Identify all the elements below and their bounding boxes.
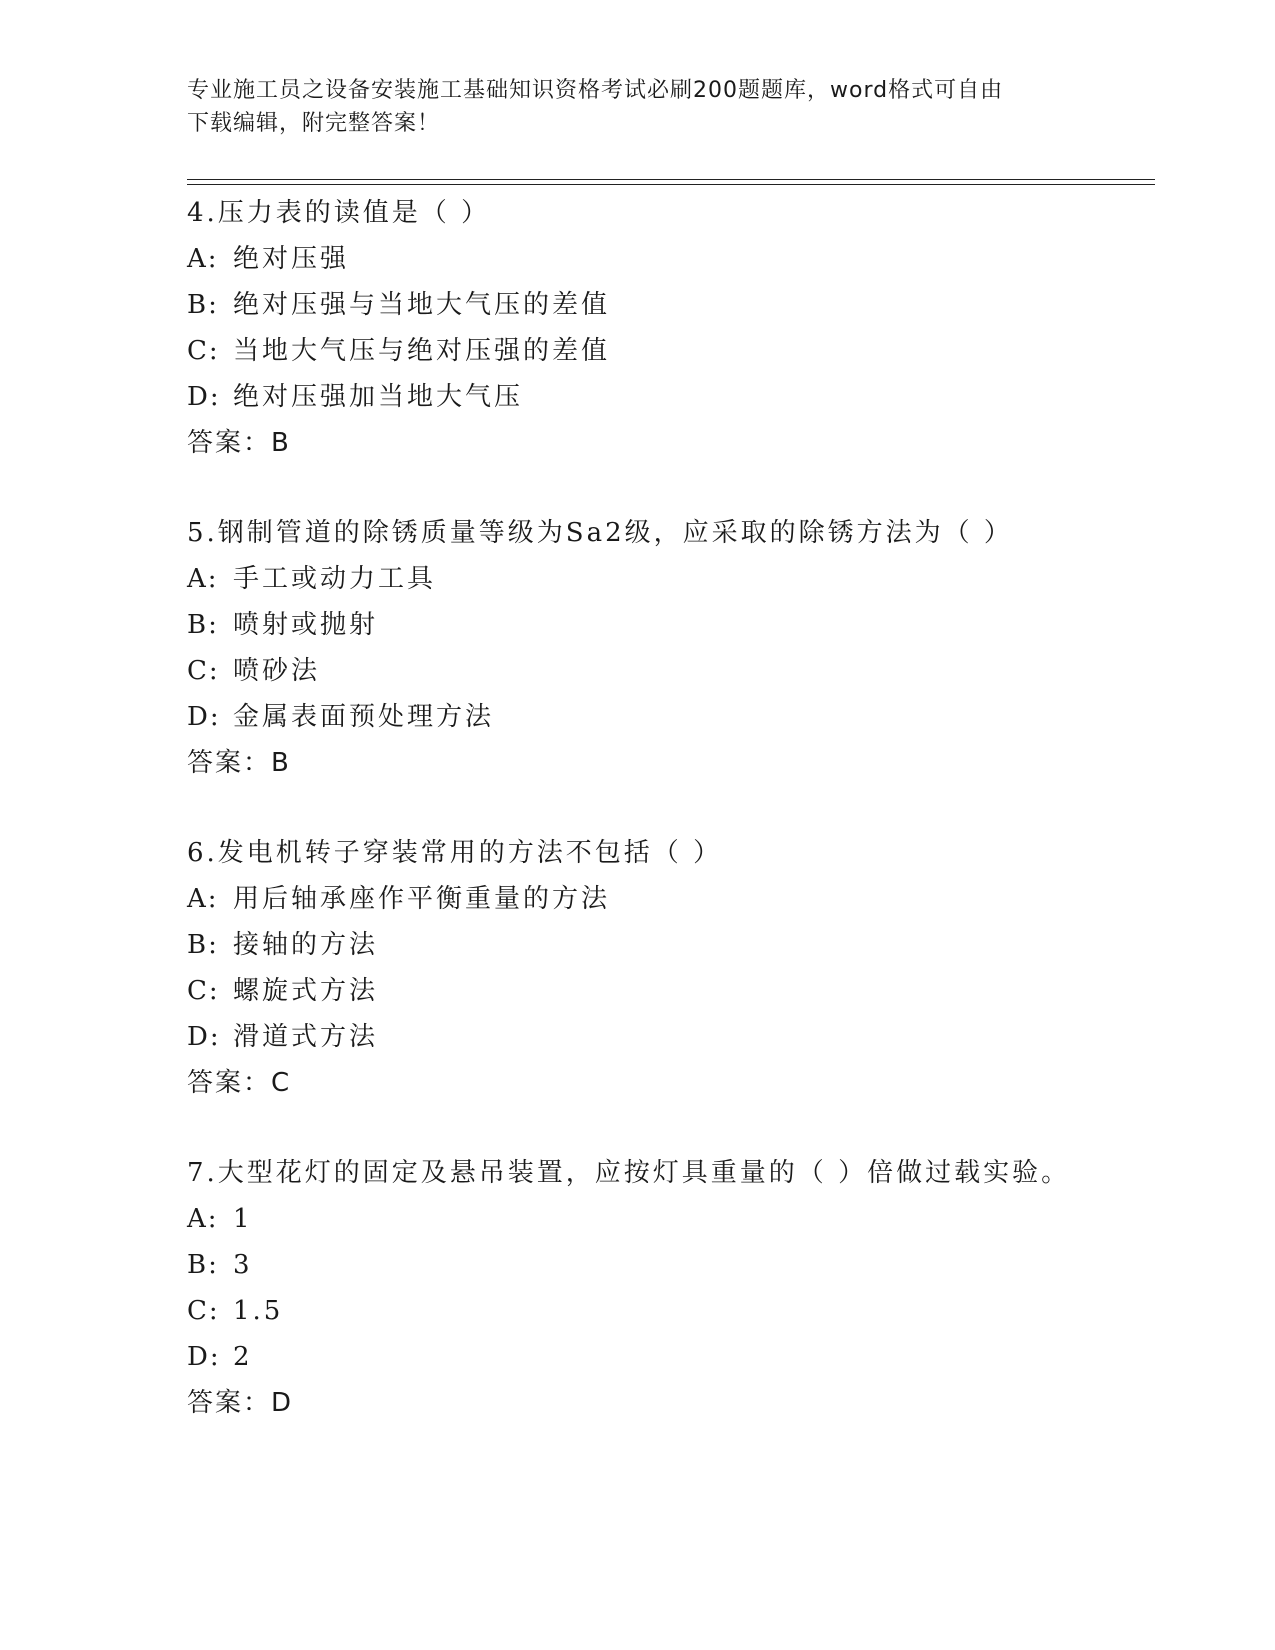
option-text: 2	[233, 1342, 253, 1372]
option-c	[187, 328, 1155, 374]
question-block	[187, 830, 1155, 1150]
option-text: 金属表面预处理方法	[233, 702, 495, 732]
option-label: B:	[187, 1250, 219, 1280]
option-b	[187, 602, 1155, 648]
option-a	[187, 876, 1155, 922]
question-block	[187, 1150, 1155, 1470]
option-text: 喷射或抛射	[233, 610, 379, 640]
option-d	[187, 1014, 1155, 1060]
option-c	[187, 648, 1155, 694]
answer-line: 答案：C	[187, 1068, 292, 1098]
option-text: 3	[233, 1250, 253, 1280]
option-text: 绝对压强加当地大气压	[233, 382, 524, 412]
question-block	[187, 510, 1155, 830]
option-a	[187, 1196, 1155, 1242]
option-d	[187, 1334, 1155, 1380]
option-b	[187, 1242, 1155, 1288]
question-block	[187, 190, 1155, 510]
option-label: A:	[187, 884, 219, 914]
option-b	[187, 282, 1155, 328]
option-label: A:	[187, 244, 219, 274]
option-label: D:	[187, 382, 221, 412]
option-text: 手工或动力工具	[233, 564, 437, 594]
question-stem: 5.钢制管道的除锈质量等级为Sa2级，应采取的除锈方法为（ ）	[187, 518, 1013, 548]
question-stem: 6.发电机转子穿装常用的方法不包括（ ）	[187, 838, 723, 868]
header-line-2: 下载编辑，附完整答案！	[187, 111, 441, 136]
option-c	[187, 1288, 1155, 1334]
option-text: 绝对压强与当地大气压的差值	[233, 290, 611, 320]
question-list	[187, 190, 1155, 1470]
answer-line: 答案：D	[187, 1388, 294, 1418]
option-label: C:	[187, 336, 220, 366]
option-label: A:	[187, 564, 219, 594]
option-text: 接轴的方法	[233, 930, 379, 960]
answer-line: 答案：B	[187, 748, 291, 778]
option-label: B:	[187, 610, 219, 640]
option-label: C:	[187, 656, 220, 686]
header-line-1: 专业施工员之设备安装施工基础知识资格考试必刷200题题库，word格式可自由	[187, 78, 1004, 103]
option-d	[187, 694, 1155, 740]
option-text: 用后轴承座作平衡重量的方法	[233, 884, 611, 914]
question-stem: 4.压力表的读值是（ ）	[187, 198, 491, 228]
option-text: 1	[233, 1204, 253, 1234]
option-label: A:	[187, 1204, 219, 1234]
option-text: 滑道式方法	[233, 1022, 379, 1052]
document-header	[187, 74, 1087, 140]
question-stem: 7.大型花灯的固定及悬吊装置，应按灯具重量的（ ）倍做过载实验。	[187, 1158, 1071, 1188]
option-label: C:	[187, 976, 220, 1006]
option-c	[187, 968, 1155, 1014]
option-text: 绝对压强	[233, 244, 350, 274]
option-label: D:	[187, 1342, 221, 1372]
header-divider-bottom	[187, 184, 1155, 185]
option-label: C:	[187, 1296, 220, 1326]
option-a	[187, 556, 1155, 602]
option-label: D:	[187, 702, 221, 732]
option-label: B:	[187, 290, 219, 320]
option-b	[187, 922, 1155, 968]
option-text: 1.5	[233, 1296, 284, 1326]
option-d	[187, 374, 1155, 420]
header-divider-top	[187, 179, 1155, 180]
option-text: 当地大气压与绝对压强的差值	[233, 336, 611, 366]
option-label: D:	[187, 1022, 221, 1052]
option-label: B:	[187, 930, 219, 960]
option-a	[187, 236, 1155, 282]
option-text: 喷砂法	[233, 656, 321, 686]
answer-line: 答案：B	[187, 428, 291, 458]
option-text: 螺旋式方法	[233, 976, 379, 1006]
